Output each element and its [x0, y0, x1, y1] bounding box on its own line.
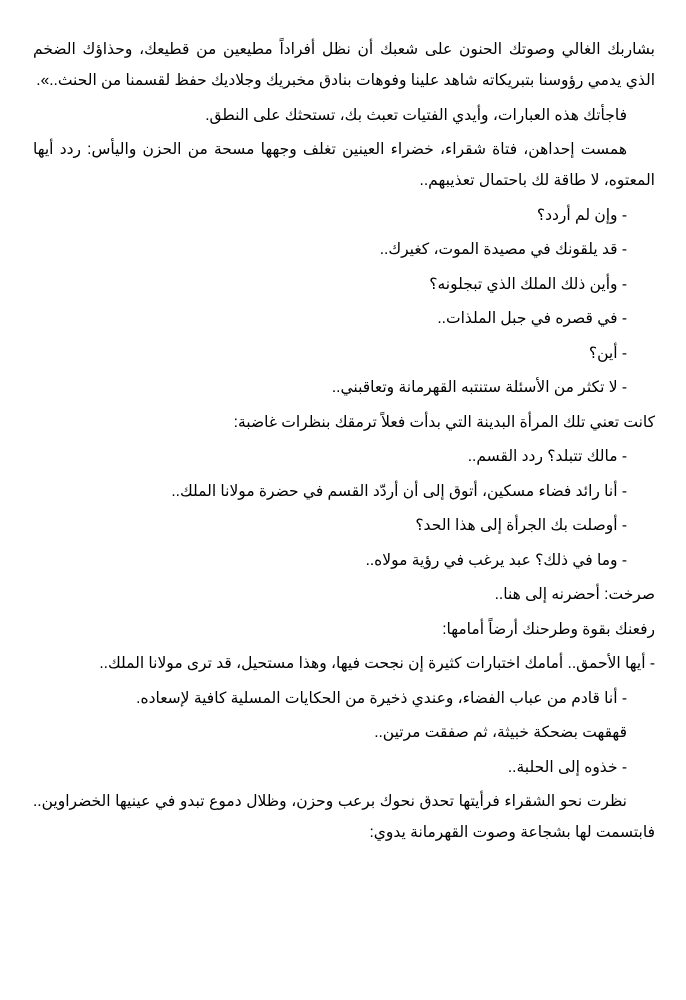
dialogue-line-4: - في قصره في جبل الملذات..: [437, 310, 627, 327]
document-page: [33, 34, 655, 852]
dialogue-line-11: - أيها الأحمق.. أمامك اختبارات كثيرة إن نجحت فيها، وهذا مستحيل، قد ترى مولانا الملك..: [99, 655, 655, 672]
dialogue-line-7: - مالك تتبلد؟ ردد القسم..: [467, 448, 627, 465]
dialogue-line-3: - وأين ذلك الملك الذي تبجلونه؟: [429, 275, 627, 293]
paragraph-8: نظرت نحو الشقراء فرأيتها تحدق نحوك برعب وحزن، وظلال دموع تبدو في عينيها الخضراوين.. فابتسمت لها بشجاعة وصوت القهرمانة يدوي:: [33, 793, 655, 841]
dialogue-line-12: - أنا قادم من عباب الفضاء، وعندي ذخيرة من الحكايات المسلية كافية لإسعاده.: [136, 689, 627, 707]
paragraph-3: همست إحداهن، فتاة شقراء، خضراء العينين تغلف وجهها مسحة من الحزن واليأس: ردد أيها المعتوه، لا طاقة لك باحتمال تعذيبهم..: [33, 141, 655, 189]
dialogue-line-10: - وما في ذلك؟ عبد يرغب في رؤية مولاه..: [365, 551, 627, 569]
dialogue-line-5: - أين؟: [588, 344, 627, 362]
dialogue-line-6: - لا تكثر من الأسئلة ستنتبه القهرمانة وتعاقبني..: [331, 379, 627, 396]
paragraph-1: بشاربك الغالي وصوتك الحنون على شعبك أن نظل أفراداً مطيعين من قطيعك، وحذاؤك الضخم الذي يدمي رؤوسنا بتبريكاته شاهد علينا وفوهات بنادق مخبريك وجلاديك حفظ لقسمنا من الحنث..».: [33, 41, 655, 89]
paragraph-7: قهقهت بضحكة خبيثة، ثم صفقت مرتين..: [374, 724, 627, 741]
dialogue-line-2: - قد يلقونك في مصيدة الموت، كغيرك..: [379, 241, 627, 258]
paragraph-4: كانت تعني تلك المرأة البدينة التي بدأت فعلاً ترمقك بنظرات غاضبة:: [233, 413, 655, 431]
paragraph-6: رفعنك بقوة وطرحنك أرضاً أمامها:: [442, 620, 655, 638]
dialogue-line-1: - وإن لم أردد؟: [536, 206, 627, 224]
dialogue-line-8: - أنا رائد فضاء مسكين، أتوق إلى أن أردّد القسم في حضرة مولانا الملك..: [171, 482, 627, 500]
dialogue-line-13: - خذوه إلى الحلبة..: [507, 758, 627, 776]
dialogue-line-9: - أوصلت بك الجرأة إلى هذا الحد؟: [415, 517, 627, 534]
paragraph-5: صرخت: أحضرنه إلى هنا..: [494, 586, 655, 603]
paragraph-2: فاجأتك هذه العبارات، وأيدي الفتيات تعبث بك، تستحثك على النطق.: [205, 106, 627, 124]
